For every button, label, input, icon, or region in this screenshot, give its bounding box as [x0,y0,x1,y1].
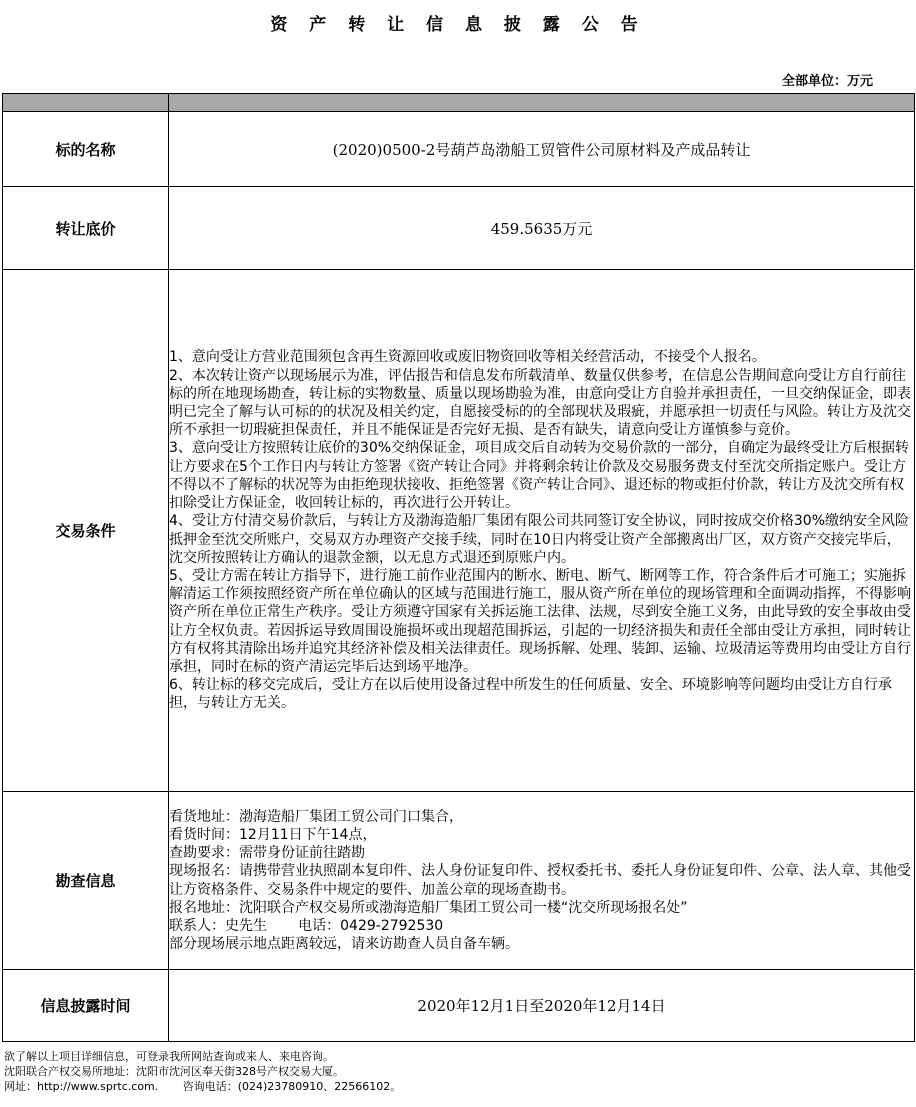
reserve-price-label: 转让底价 [3,187,169,270]
inspection-line: 报名地址：沈阳联合产权交易所或渤海造船厂集团工贸公司一楼“沈交所现场报名处” [169,899,688,916]
condition-item: 1、意向受让方营业范围须包含再生资源回收或废旧物资回收等相关经营活动，不接受个人报名。 [169,349,766,366]
disclosure-period-value: 2020年12月1日至2020年12月14日 [169,970,915,1042]
inspection-label: 勘查信息 [3,792,169,970]
row-inspection [3,792,915,970]
inspection-line: 查勘要求：需带身份证前往踏勘 [169,845,365,862]
condition-item: 6、转让标的移交完成后，受让方在以后使用设备过程中所发生的任何质量、安全、环境影响等问题均由受让方自行承担，与转让方无关。 [169,677,892,712]
header-cell-right [169,94,915,112]
conditions-label: 交易条件 [3,270,169,792]
inspection-content [169,792,915,970]
unit-note: 全部单位：万元 [781,74,873,89]
disclosure-table [2,93,915,1042]
row-reserve-price [3,187,915,270]
row-asset-name [3,112,915,187]
row-disclosure-period [3,970,915,1042]
condition-item: 2、本次转让资产以现场展示为准，评估报告和信息发布所载清单、数量仅供参考，在信息公告期间意向受让方自行前往标的所在地现场勘查，转让标的实物数量、质量以现场勘验为准，由意向受让方自验并承担责任，一旦交纳保证金，即表明已完全了解与认可标的的状况及相关约定，自愿接受标的的全部现状及瑕疵，并愿承担一切责任与风险。转让方及沈交所不承担一切瑕疵担保责任，并且不能保证是否完好无损、是否有缺失，请意向受让方谨慎参与竞价。 [169,367,911,439]
inspection-line: 看货地址：渤海造船厂集团工贸公司门口集合， [169,808,463,825]
header-cell-left [3,94,169,112]
condition-item: 5、受让方需在转让方指导下，进行施工前作业范围内的断水、断电、断气、断网等工作，符合条件后才可施工；实施拆解清运工作须按照经资产所在单位确认的区域与范围进行施工，服从资产所在单位的现场管理和全面调动指挥，不得影响资产所在单位正常生产秩序。受让方须遵守国家有关拆运施工法律、法规，尽到安全施工义务，由此导致的安全事故由受让方全权负责。若因拆运导致周围设施损坏或出现超范围拆运，引起的一切经济损失和责任全部由受让方承担，同时转让方有权将其清除出场并追究其经济补偿及相关法律责任。现场拆解、处理、装卸、运输、垃圾清运等费用均由受让方自行承担，同时在标的资产清运完毕后达到场平地净。 [169,567,911,675]
inspection-line: 联系人：史先生 电话：0429-2792530 [169,917,444,934]
footer-line: 欲了解以上项目详细信息，可登录我所网站查询或来人、来电咨询。 [4,1050,334,1063]
inspection-line: 看货时间：12月11日下午14点， [169,826,377,843]
asset-name-label: 标的名称 [3,112,169,187]
inspection-line: 部分现场展示地点距离较远，请来访勘查人员自备车辆。 [169,936,519,953]
asset-name-value: (2020)0500-2号葫芦岛渤船工贸管件公司原材料及产成品转让 [169,112,915,187]
footer-line: 沈阳联合产权交易所地址：沈阳市沈河区奉天街328号产权交易大厦。 [4,1065,344,1078]
footer-notes [4,1049,401,1094]
condition-item: 3、意向受让方按照转让底价的30%交纳保证金，项目成交后自动转为交易价款的一部分，自确定为最终受让方后根据转让方要求在5个工作日内与转让方签署《资产转让合同》并将剩余转让价款及交易服务费支付至沈交所指定账户。受让方不得以不了解标的状况等为由拒绝现状接收、拒绝签署《资产转让合同》、退还标的物或拒付价款，转让方及沈交所有权扣除受让方保证金，收回转让标的，再次进行公开转让。 [169,440,910,512]
disclosure-period-label: 信息披露时间 [3,970,169,1042]
table-header-row [3,94,915,112]
reserve-price-value: 459.5635万元 [169,187,915,270]
page-title: 资 产 转 让 信 息 披 露 公 告 [270,15,646,35]
row-conditions [3,270,915,792]
condition-item: 4、受让方付清交易价款后，与转让方及渤海造船厂集团有限公司共同签订安全协议，同时按成交价格30%缴纳安全风险抵押金至沈交所账户，交易双方办理资产交接手续，同时在10日内将受让资产全部搬离出厂区，双方资产交接完毕后，沈交所按照转让方确认的退款金额，以无息方式退还到原账户内。 [169,513,910,566]
footer-line: 网址：http://www.sprtc.com. 咨询电话：(024)23780910、22566102。 [4,1080,402,1093]
conditions-content [169,270,915,792]
inspection-line: 现场报名：请携带营业执照副本复印件、法人身份证复印件、授权委托书、委托人身份证复印件、公章、法人章、其他受让方资格条件、交易条件中规定的要件、加盖公章的现场查勘书。 [169,863,911,898]
